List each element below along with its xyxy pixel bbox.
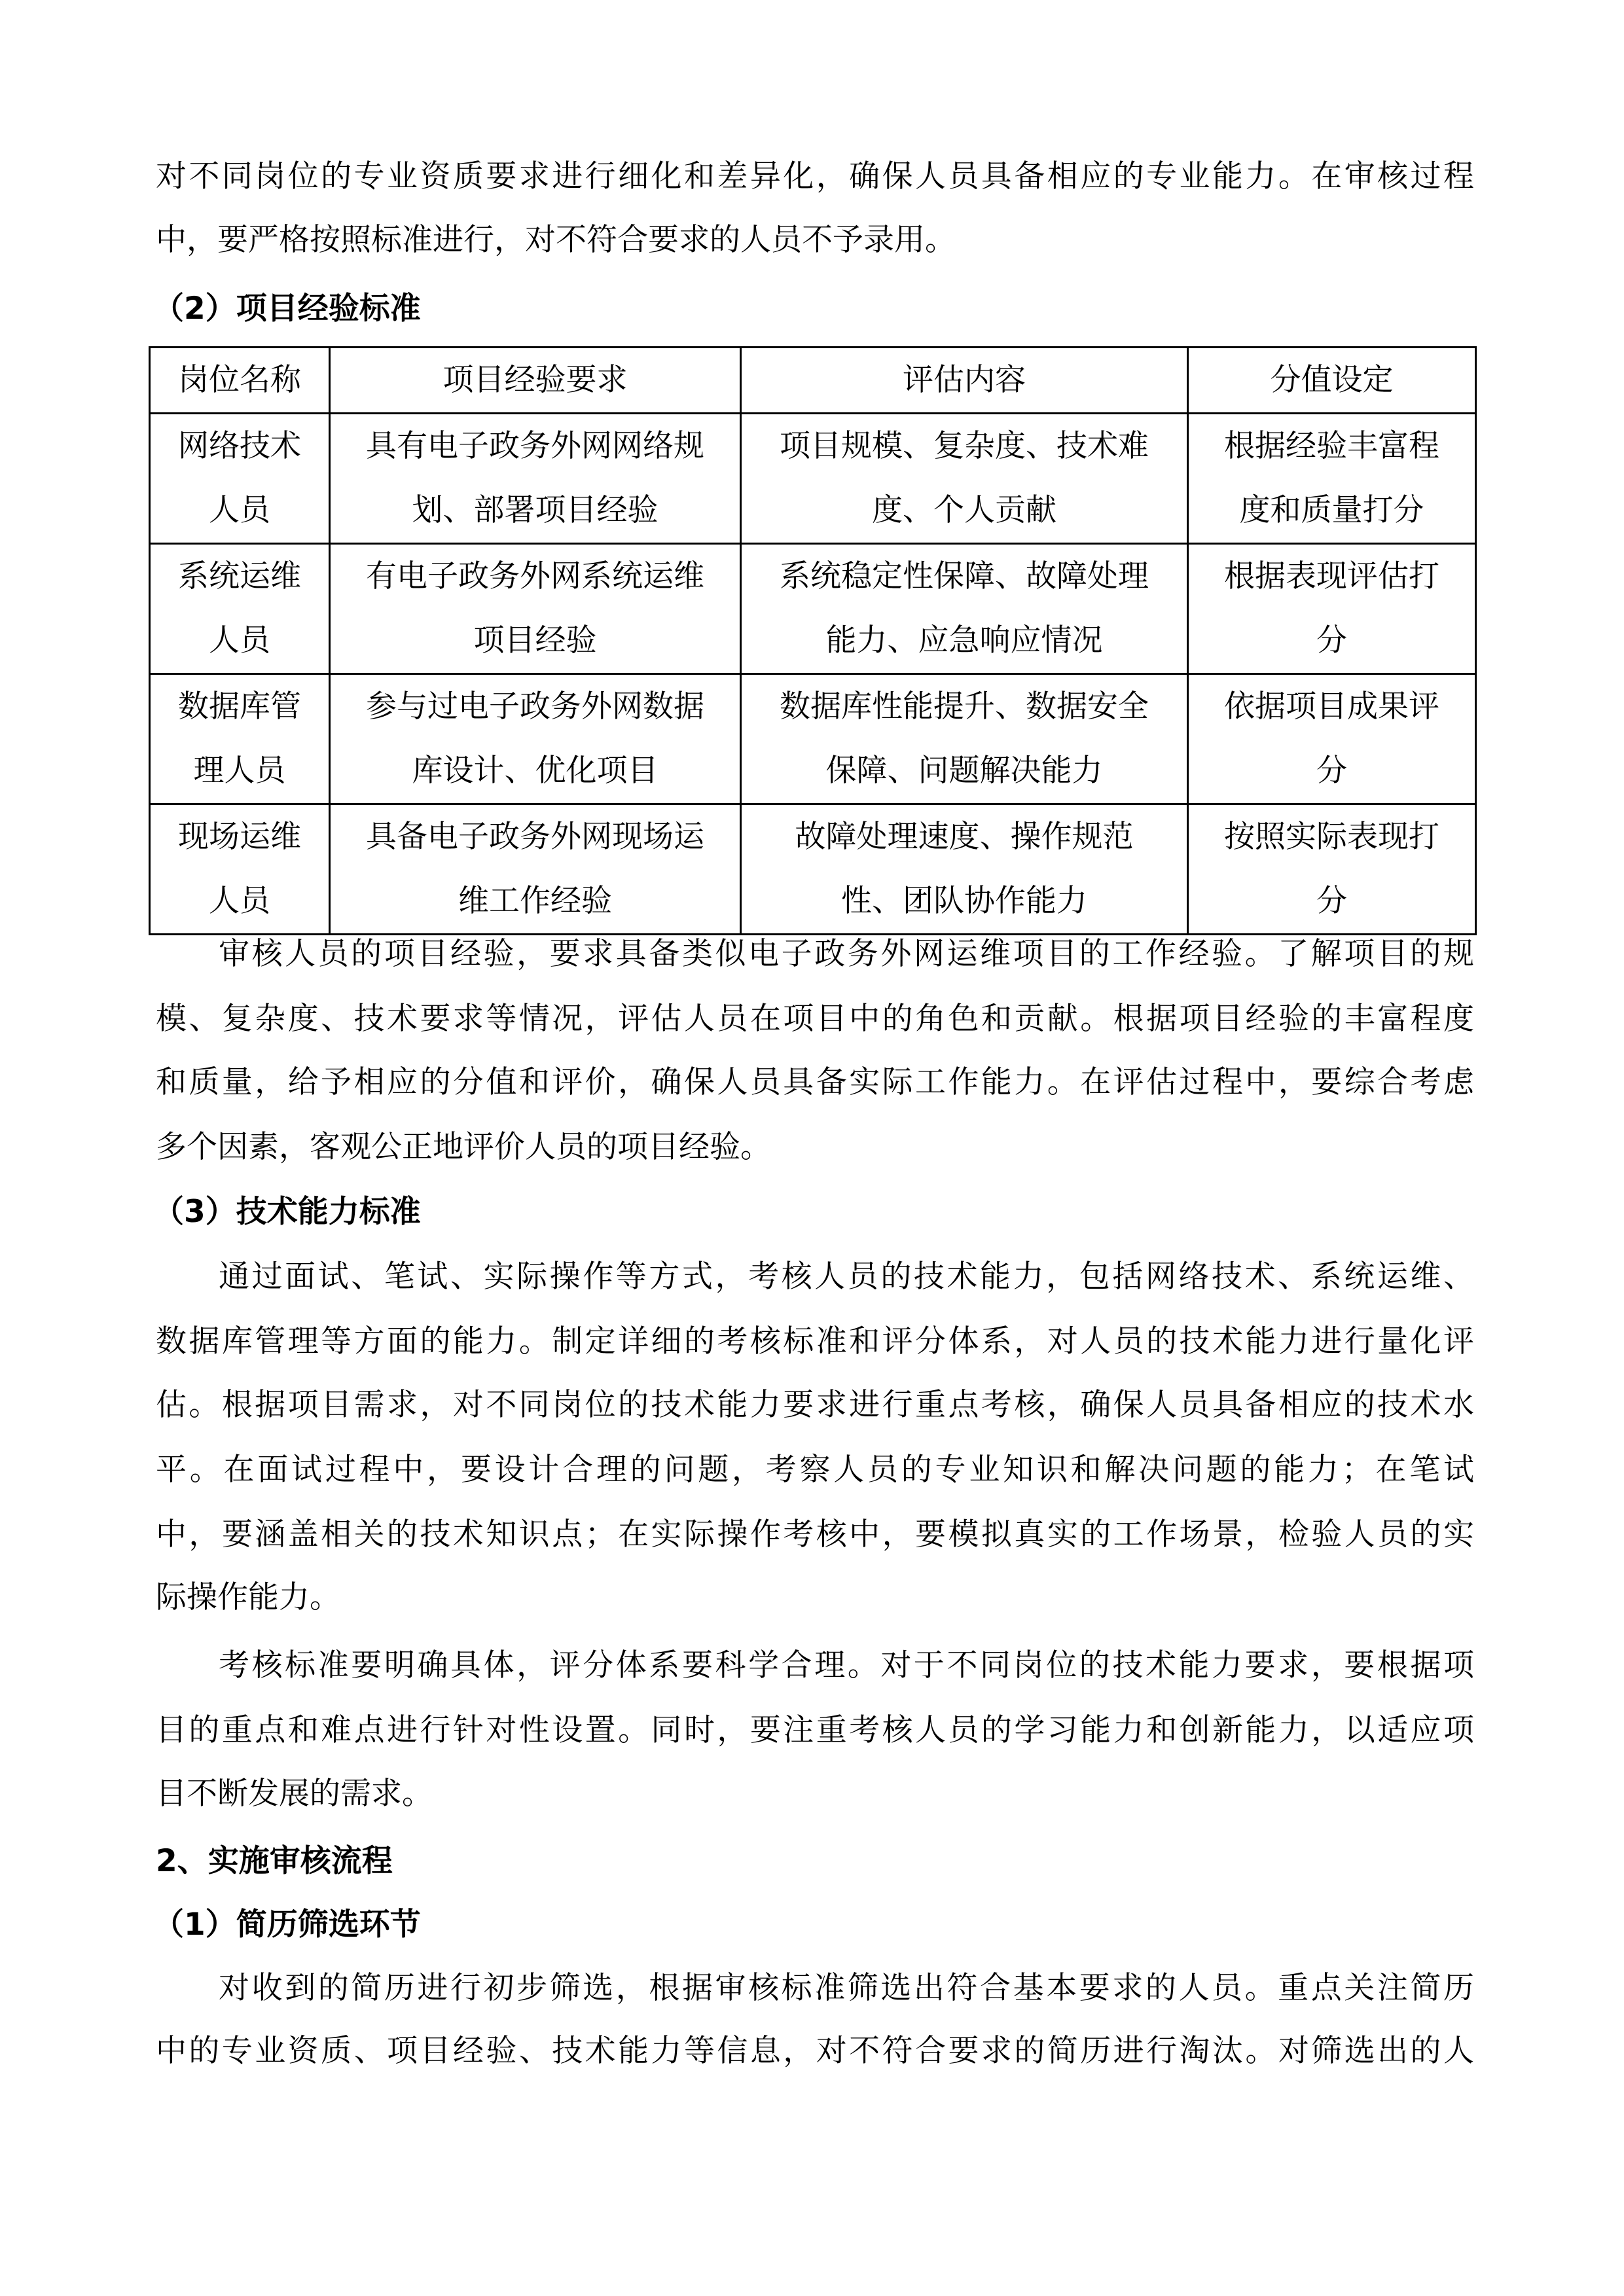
para-standard-line-1: 考核标准要明确具体，评分体系要科学合理。对于不同岗位的技术能力要求，要根据项 — [219, 1647, 1474, 1683]
header-position: 岗位名称 — [150, 348, 330, 414]
intro-line-2: 中，要严格按照标准进行，对不符合要求的人员不予录用。 — [156, 222, 956, 258]
cell-evaluation: 系统稳定性保障、故障处理 能力、应急响应情况 — [741, 544, 1188, 674]
para-resume-line-1: 对收到的简历进行初步筛选，根据审核标准筛选出符合基本要求的人员。重点关注简历 — [219, 1970, 1474, 2006]
header-evaluation: 评估内容 — [741, 348, 1188, 414]
cell-position: 系统运维 人员 — [150, 544, 330, 674]
cell-score: 根据经验丰富程 度和质量打分 — [1188, 414, 1476, 544]
cell-evaluation: 故障处理速度、操作规范 性、团队协作能力 — [741, 804, 1188, 935]
table-row — [150, 414, 1476, 544]
cell-requirement: 参与过电子政务外网数据 库设计、优化项目 — [330, 674, 741, 804]
para-standard-line-3: 目不断发展的需求。 — [156, 1776, 433, 1812]
intro-line-1: 对不同岗位的专业资质要求进行细化和差异化，确保人员具备相应的专业能力。在审核过程 — [156, 158, 1474, 194]
para-tech-line-3: 估。根据项目需求，对不同岗位的技术能力要求进行重点考核，确保人员具备相应的技术水 — [156, 1387, 1474, 1423]
para-tech-line-6: 际操作能力。 — [156, 1579, 340, 1615]
chapter-heading-audit-process: 2、实施审核流程 — [156, 1843, 393, 1879]
cell-score: 根据表现评估打 分 — [1188, 544, 1476, 674]
project-experience-table — [149, 346, 1477, 935]
cell-evaluation: 数据库性能提升、数据安全 保障、问题解决能力 — [741, 674, 1188, 804]
para-tech-line-1: 通过面试、笔试、实际操作等方式，考核人员的技术能力，包括网络技术、系统运维、 — [219, 1259, 1474, 1295]
cell-evaluation: 项目规模、复杂度、技术难 度、个人贡献 — [741, 414, 1188, 544]
section-heading-tech-ability: （3）技术能力标准 — [153, 1194, 421, 1230]
table-row — [150, 804, 1476, 935]
para-experience-line-4: 多个因素，客观公正地评价人员的项目经验。 — [156, 1129, 771, 1165]
cell-position: 网络技术 人员 — [150, 414, 330, 544]
para-tech-line-5: 中，要涵盖相关的技术知识点；在实际操作考核中，要模拟真实的工作场景，检验人员的实 — [156, 1516, 1474, 1552]
cell-requirement: 有电子政务外网系统运维 项目经验 — [330, 544, 741, 674]
header-requirement: 项目经验要求 — [330, 348, 741, 414]
header-score: 分值设定 — [1188, 348, 1476, 414]
table-header-row — [150, 348, 1476, 414]
cell-score: 依据项目成果评 分 — [1188, 674, 1476, 804]
cell-requirement: 具备电子政务外网现场运 维工作经验 — [330, 804, 741, 935]
cell-position: 现场运维 人员 — [150, 804, 330, 935]
section-heading-project-experience: （2）项目经验标准 — [153, 291, 421, 327]
table-row — [150, 674, 1476, 804]
cell-requirement: 具有电子政务外网网络规 划、部署项目经验 — [330, 414, 741, 544]
cell-position: 数据库管 理人员 — [150, 674, 330, 804]
para-tech-line-2: 数据库管理等方面的能力。制定详细的考核标准和评分体系，对人员的技术能力进行量化评 — [156, 1323, 1474, 1359]
table-row — [150, 544, 1476, 674]
para-tech-line-4: 平。在面试过程中，要设计合理的问题，考察人员的专业知识和解决问题的能力；在笔试 — [156, 1452, 1474, 1488]
para-standard-line-2: 目的重点和难点进行针对性设置。同时，要注重考核人员的学习能力和创新能力，以适应项 — [156, 1712, 1474, 1748]
subsection-heading-resume-screening: （1）简历筛选环节 — [153, 1907, 421, 1943]
para-experience-line-1: 审核人员的项目经验，要求具备类似电子政务外网运维项目的工作经验。了解项目的规 — [219, 936, 1474, 972]
cell-score: 按照实际表现打 分 — [1188, 804, 1476, 935]
para-resume-line-2: 中的专业资质、项目经验、技术能力等信息，对不符合要求的简历进行淘汰。对筛选出的人 — [156, 2033, 1474, 2069]
para-experience-line-2: 模、复杂度、技术要求等情况，评估人员在项目中的角色和贡献。根据项目经验的丰富程度 — [156, 1001, 1474, 1037]
para-experience-line-3: 和质量，给予相应的分值和评价，确保人员具备实际工作能力。在评估过程中，要综合考虑 — [156, 1064, 1474, 1100]
